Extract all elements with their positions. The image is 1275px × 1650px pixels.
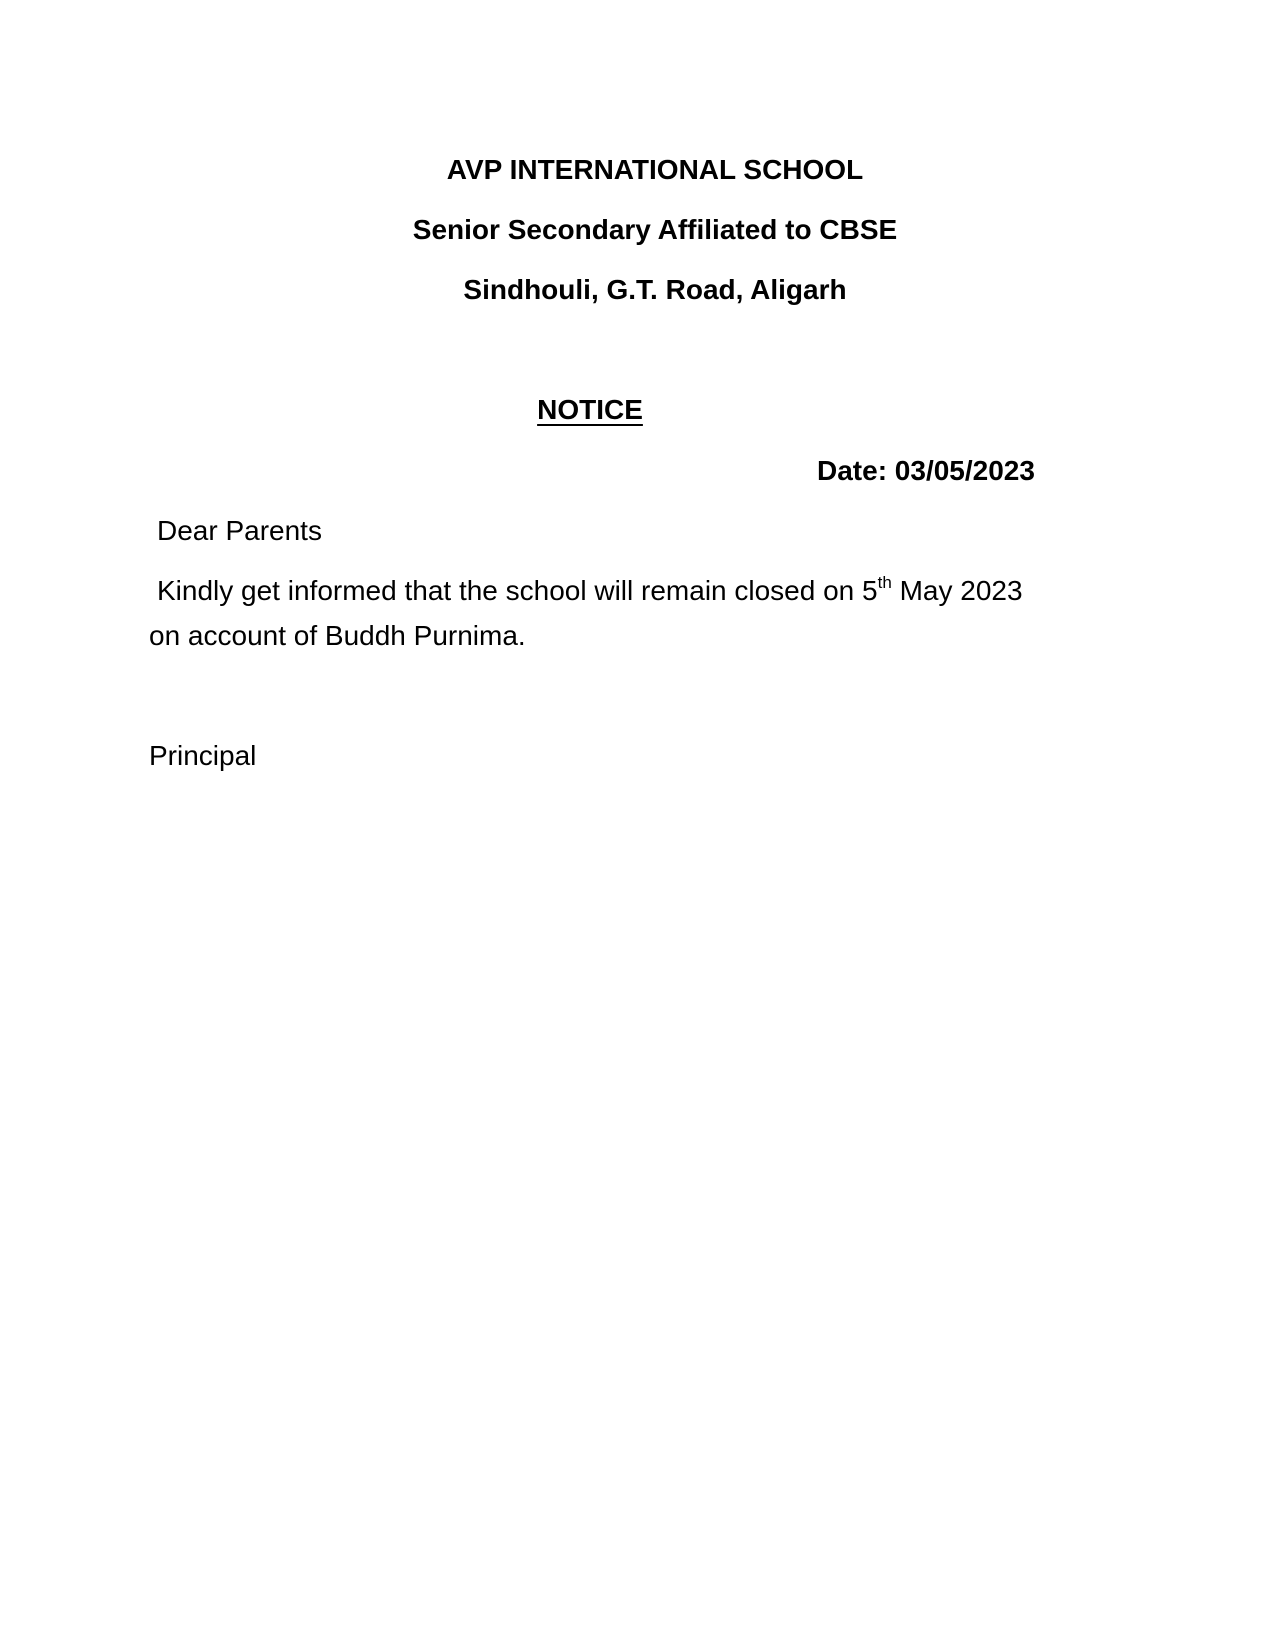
school-name: AVP INTERNATIONAL SCHOOL <box>446 154 864 185</box>
body-text-after-ordinal: May 2023 <box>891 575 1023 606</box>
notice-title: NOTICE <box>537 394 643 425</box>
ordinal-suffix: th <box>877 573 892 592</box>
greeting: Dear Parents <box>157 515 322 546</box>
body-text-before-ordinal: Kindly get informed that the school will remain closed on 5 <box>157 575 878 606</box>
notice-body-line-1 <box>157 573 1023 606</box>
notice-date: Date: 03/05/2023 <box>817 455 1035 486</box>
notice-body-line-2: on account of Buddh Purnima. <box>149 620 526 651</box>
school-affiliation: Senior Secondary Affiliated to CBSE <box>412 214 898 245</box>
school-address: Sindhouli, G.T. Road, Aligarh <box>463 274 847 305</box>
signoff: Principal <box>149 740 257 771</box>
